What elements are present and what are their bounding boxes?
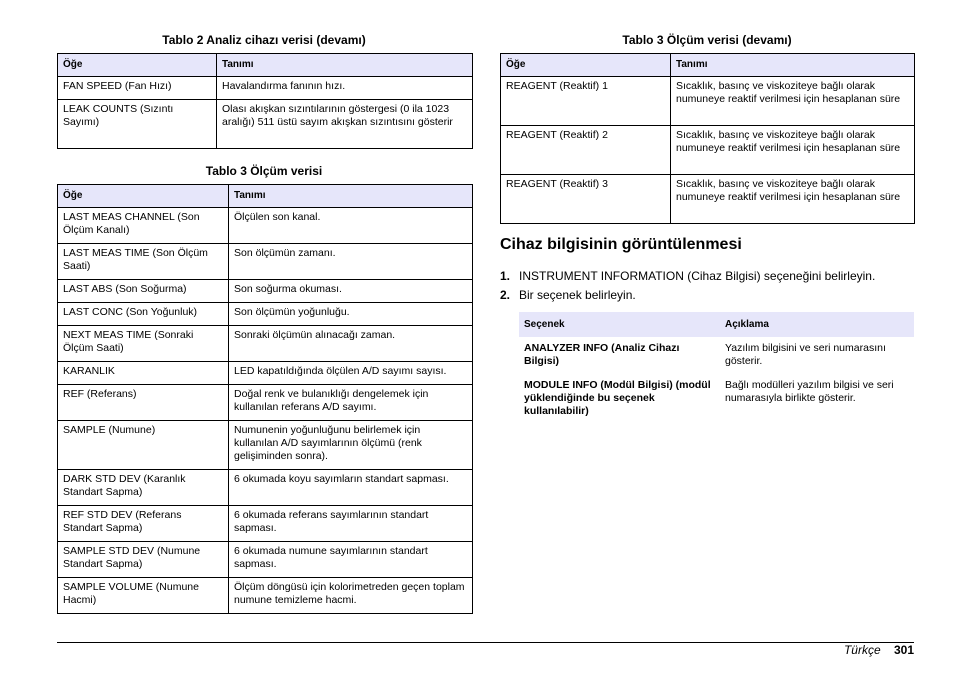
step-text: Bir seçenek belirleyin. [519, 288, 636, 302]
table-row [58, 362, 473, 385]
table-cell-item: FAN SPEED (Fan Hızı) [58, 77, 217, 100]
column-header-item: Öğe [58, 185, 229, 208]
table-header-row [501, 54, 915, 77]
table-cell-item: REF STD DEV (Referans Standart Sapma) [58, 506, 229, 542]
table-cell-item: SAMPLE VOLUME (Numune Hacmi) [58, 578, 229, 614]
table-row [519, 374, 914, 424]
option-name: MODULE INFO (Modül Bilgisi) (modül yüklendiğinde bu seçenek kullanılabilir) [524, 379, 711, 417]
table-cell-item: LAST MEAS TIME (Son Ölçüm Saati) [58, 244, 229, 280]
table-cell-item: KARANLIK [58, 362, 229, 385]
table-cell-description: Sıcaklık, basınç ve viskoziteye bağlı olarak numuneye reaktif verilmesi için hesaplanan süre [671, 126, 915, 175]
table-cell-item: REAGENT (Reaktif) 3 [501, 175, 671, 224]
table-cell-description: Son ölçümün yoğunluğu. [229, 303, 473, 326]
table-row [58, 578, 473, 614]
step-text: INSTRUMENT INFORMATION (Cihaz Bilgisi) seçeneğini belirleyin. [519, 269, 876, 283]
table-cell-item: REAGENT (Reaktif) 1 [501, 77, 671, 126]
table-cell-description: Numunenin yoğunluğunu belirlemek için kullanılan A/D sayımlarının ölçümü (renk gelişiminden sonra). [229, 421, 473, 470]
table3 [57, 184, 473, 614]
table-row [58, 421, 473, 470]
option-name: ANALYZER INFO (Analiz Cihazı Bilgisi) [524, 342, 680, 367]
table-cell-description: Son ölçümün zamanı. [229, 244, 473, 280]
column-header-description: Tanımı [671, 54, 915, 77]
table-row [501, 77, 915, 126]
table-cell-description: 6 okumada koyu sayımların standart sapması. [229, 470, 473, 506]
footer-divider [57, 642, 914, 643]
section-title: Cihaz bilgisinin görüntülenmesi [500, 236, 742, 253]
table-row [519, 337, 914, 374]
table-cell-description: Doğal renk ve bulanıklığı dengelemek için kullanılan referans A/D sayımı. [229, 385, 473, 421]
steps-list [500, 267, 914, 305]
table-row [58, 385, 473, 421]
table-row [501, 126, 915, 175]
table-row [58, 280, 473, 303]
table-row [58, 77, 473, 100]
table-cell-item: NEXT MEAS TIME (Sonraki Ölçüm Saati) [58, 326, 229, 362]
table-cell-item: LAST CONC (Son Yoğunluk) [58, 303, 229, 326]
table-cell-description: 6 okumada numune sayımlarının standart sapması. [229, 542, 473, 578]
table3-continued [500, 53, 915, 224]
column-header-item: Öğe [58, 54, 217, 77]
table-cell-description: Ölçülen son kanal. [229, 208, 473, 244]
table3-continued-caption: Tablo 3 Ölçüm verisi (devamı) [622, 33, 792, 47]
page-footer [844, 643, 914, 657]
table-cell-description: Son soğurma okuması. [229, 280, 473, 303]
table-row [58, 506, 473, 542]
list-item [500, 286, 914, 305]
table-row [58, 208, 473, 244]
column-header-description: Tanımı [217, 54, 473, 77]
table-header-row [58, 54, 473, 77]
table-header-row [58, 185, 473, 208]
table-row [58, 244, 473, 280]
table-cell-description: Havalandırma fanının hızı. [217, 77, 473, 100]
step-number: 1. [500, 269, 511, 283]
table-cell-description: Sonraki ölçümün alınacağı zaman. [229, 326, 473, 362]
table-cell-description: LED kapatıldığında ölçülen A/D sayımı sayısı. [229, 362, 473, 385]
table-row [58, 100, 473, 149]
page-number: 301 [893, 643, 914, 657]
table-cell-item: LAST MEAS CHANNEL (Son Ölçüm Kanalı) [58, 208, 229, 244]
table-cell-item: DARK STD DEV (Karanlık Standart Sapma) [58, 470, 229, 506]
column-header-description: Tanımı [229, 185, 473, 208]
option-description: Yazılım bilgisini ve seri numarasını gösterir. [725, 342, 886, 367]
footer-language: Türkçe [843, 643, 881, 657]
table-cell-description: Sıcaklık, basınç ve viskoziteye bağlı olarak numuneye reaktif verilmesi için hesaplanan süre [671, 77, 915, 126]
table-row [58, 470, 473, 506]
table-header-row [519, 312, 914, 337]
options-table [519, 312, 914, 424]
table-row [501, 175, 915, 224]
table-cell-description: 6 okumada referans sayımlarının standart sapması. [229, 506, 473, 542]
table-row [58, 303, 473, 326]
table2-caption: Tablo 2 Analiz cihazı verisi (devamı) [162, 33, 366, 47]
table2 [57, 53, 473, 149]
table-cell-description: Sıcaklık, basınç ve viskoziteye bağlı olarak numuneye reaktif verilmesi için hesaplanan süre [671, 175, 915, 224]
table-cell-item: REAGENT (Reaktif) 2 [501, 126, 671, 175]
table-row [58, 326, 473, 362]
table-cell-item: LEAK COUNTS (Sızıntı Sayımı) [58, 100, 217, 149]
list-item [500, 267, 914, 286]
table-cell-item: SAMPLE (Numune) [58, 421, 229, 470]
table-cell-description: Olası akışkan sızıntılarının göstergesi (0 ila 1023 aralığı) 511 üstü sayım akışkan sızıntısını gösterir [217, 100, 473, 149]
column-header-option: Seçenek [519, 312, 720, 337]
table-cell-item: LAST ABS (Son Soğurma) [58, 280, 229, 303]
step-number: 2. [500, 288, 511, 302]
column-header-description: Açıklama [720, 312, 914, 337]
column-header-item: Öğe [501, 54, 671, 77]
table-cell-description: Ölçüm döngüsü için kolorimetreden geçen toplam numune temizleme hacmi. [229, 578, 473, 614]
table-row [58, 542, 473, 578]
table3-caption: Tablo 3 Ölçüm verisi [205, 164, 323, 178]
option-description: Bağlı modülleri yazılım bilgisi ve seri numarasıyla birlikte gösterir. [725, 379, 894, 404]
table-cell-item: SAMPLE STD DEV (Numune Standart Sapma) [58, 542, 229, 578]
table-cell-item: REF (Referans) [58, 385, 229, 421]
